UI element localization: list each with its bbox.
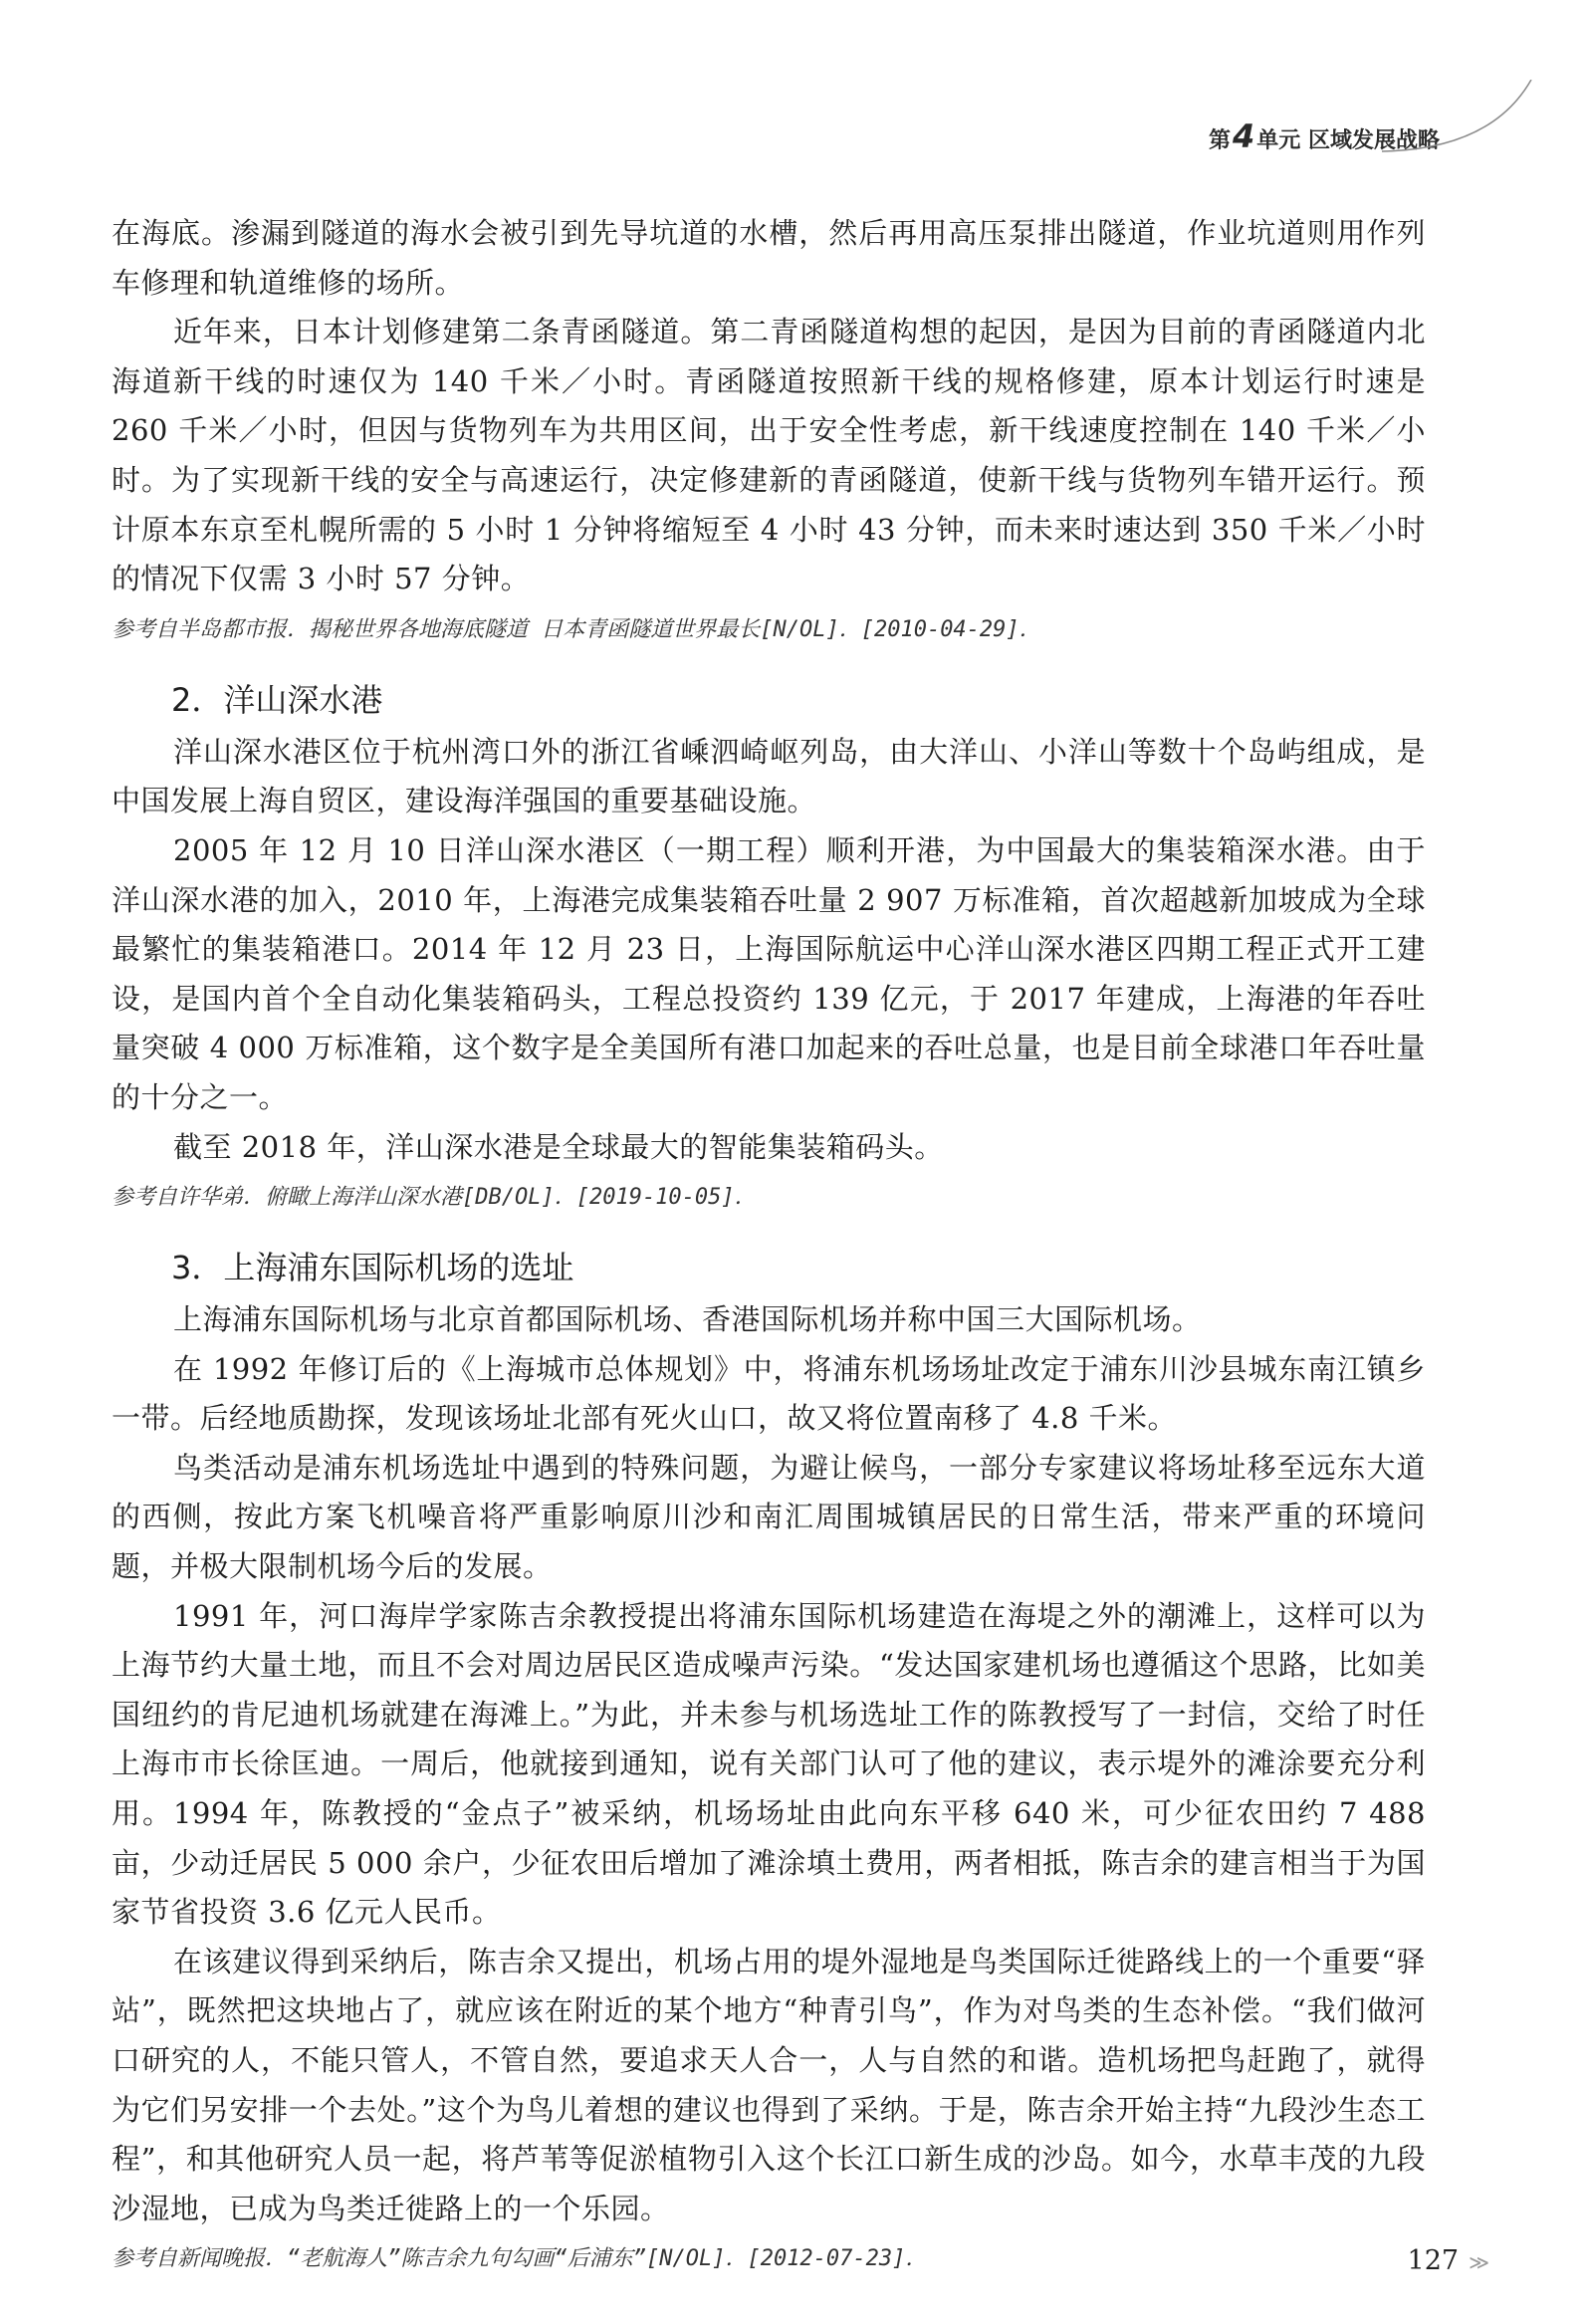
paragraph: 1991 年，河口海岸学家陈吉余教授提出将浦东国际机场建造在海堤之外的潮滩上，这样可以为上海节约大量土地，而且不会对周边居民区造成噪声污染。“发达国家建机场也遵循这个思路，比如美国纽约的肯尼迪机场就建在海滩上。”为此，并未参与机场选址工作的陈教授写了一封信，交给了时任上海市市长徐匡迪。一周后，他就接到通知，说有关部门认可了他的建议，表示堤外的滩涂要充分利用。1994 年，陈教授的“金点子”被采纳，机场场址由此向东平移 640 米，可少征农田约 7 488 亩，少动迁居民 5 000 余户，少征农田后增加了滩涂填土费用，两者相抵，陈吉余的建言相当于为国家节省投资 3.6 亿元人民币。 <box>112 1598 1426 1930</box>
unit-title: 区域发展战略 <box>1307 128 1440 153</box>
reference-citation: 参考自许华弟．俯瞰上海洋山深水港[DB/OL]．[2019-10-05]． <box>112 1185 757 1211</box>
paragraph: 截至 2018 年，洋山深水港是全球最大的智能集装箱码头。 <box>173 1129 944 1164</box>
paragraph: 在 1992 年修订后的《上海城市总体规划》中，将浦东机场场址改定于浦东川沙县城东南江镇乡一带。后经地质勘探，发现该场址北部有死火山口，故又将位置南移了 4.8 千米。 <box>112 1351 1426 1436</box>
paragraph: 2005 年 12 月 10 日洋山深水港区（一期工程）顺利开港，为中国最大的集装箱深水港。由于洋山深水港的加入，2010 年，上海港完成集装箱吞吐量 2 907 万标准箱，首次超越新加坡成为全球最繁忙的集装箱港口。2014 年 12 月 23 日，上海国际航运中心洋山深水港区四期工程正式开工建设，是国内首个全自动化集装箱码头，工程总投资约 139 亿元，于 2017 年建成，上海港的年吞吐量突破 4 000 万标准箱，这个数字是全美国所有港口加起来的吞吐总量，也是目前全球港口年吞吐量的十分之一。 <box>112 832 1426 1114</box>
paragraph: 近年来，日本计划修建第二条青函隧道。第二青函隧道构想的起因，是因为目前的青函隧道内北海道新干线的时速仅为 140 千米／小时。青函隧道按照新干线的规格修建，原本计划运行时速是 260 千米／小时，但因与货物列车为共用区间，出于安全性考虑，新干线速度控制在 140 千米／小时。为了实现新干线的安全与高速运行，决定修建新的青函隧道，使新干线与货物列车错开运行。预计原本东京至札幌所需的 5 小时 1 分钟将缩短至 4 小时 43 分钟，而未来时速达到 350 千米／小时的情况下仅需 3 小时 57 分钟。 <box>112 315 1426 596</box>
paragraph: 在该建议得到采纳后，陈吉余又提出，机场占用的堤外湿地是鸟类国际迁徙路线上的一个重要“驿站”，既然把这块地占了，就应该在附近的某个地方“种青引鸟”，作为对鸟类的生态补偿。“我们做河口研究的人，不能只管人，不管自然，要追求天人合一，人与自然的和谐。造机场把鸟赶跑了，就得为它们另安排一个去处。”这个为鸟儿着想的建议也得到了采纳。于是，陈吉余开始主持“九段沙生态工程”，和其他研究人员一起，将芦苇等促淤植物引入这个长江口新生成的沙岛。如今，水草丰茂的九段沙湿地，已成为鸟类迁徙路上的一个乐园。 <box>112 1944 1426 2225</box>
paragraph: 上海浦东国际机场与北京首都国际机场、香港国际机场并称中国三大国际机场。 <box>173 1302 1202 1337</box>
unit-suffix: 单元 <box>1256 128 1301 153</box>
page-content <box>112 209 1426 2279</box>
reference-citation: 参考自新闻晚报．“老航海人”陈吉余九句勾画“后浦东”[N/OL]．[2012-07-23]． <box>112 2246 928 2272</box>
unit-prefix: 第 <box>1209 128 1232 153</box>
section-heading: 2．洋山深水港 <box>171 680 383 719</box>
paragraph: 鸟类活动是浦东机场选址中遇到的特殊问题，为避让候鸟，一部分专家建议将场址移至远东大道的西侧，按此方案飞机噪音将严重影响原川沙和南汇周围城镇居民的日常生活，带来严重的环境问题，并极大限制机场今后的发展。 <box>112 1450 1426 1584</box>
page-number-value: 127 <box>1407 2245 1460 2276</box>
double-arrow-icon: ≫ <box>1469 2250 1489 2274</box>
reference-citation: 参考自半岛都市报．揭秘世界各地海底隧道 日本青函隧道世界最长[N/OL]．[2010-04-29]． <box>112 616 1041 642</box>
section-heading: 3．上海浦东国际机场的选址 <box>171 1249 574 1287</box>
header-decoration <box>1382 80 1571 159</box>
paragraph: 洋山深水港区位于杭州湾口外的浙江省嵊泗崎岖列岛，由大洋山、小洋山等数十个岛屿组成，是中国发展上海自贸区，建设海洋强国的重要基础设施。 <box>112 734 1426 818</box>
unit-number: 4 <box>1233 117 1255 155</box>
page-number <box>1408 2245 1489 2276</box>
paragraph: 在海底。渗漏到隧道的海水会被引到先导坑道的水槽，然后再用高压泵排出隧道，作业坑道则用作列车修理和轨道维修的场所。 <box>112 216 1426 300</box>
